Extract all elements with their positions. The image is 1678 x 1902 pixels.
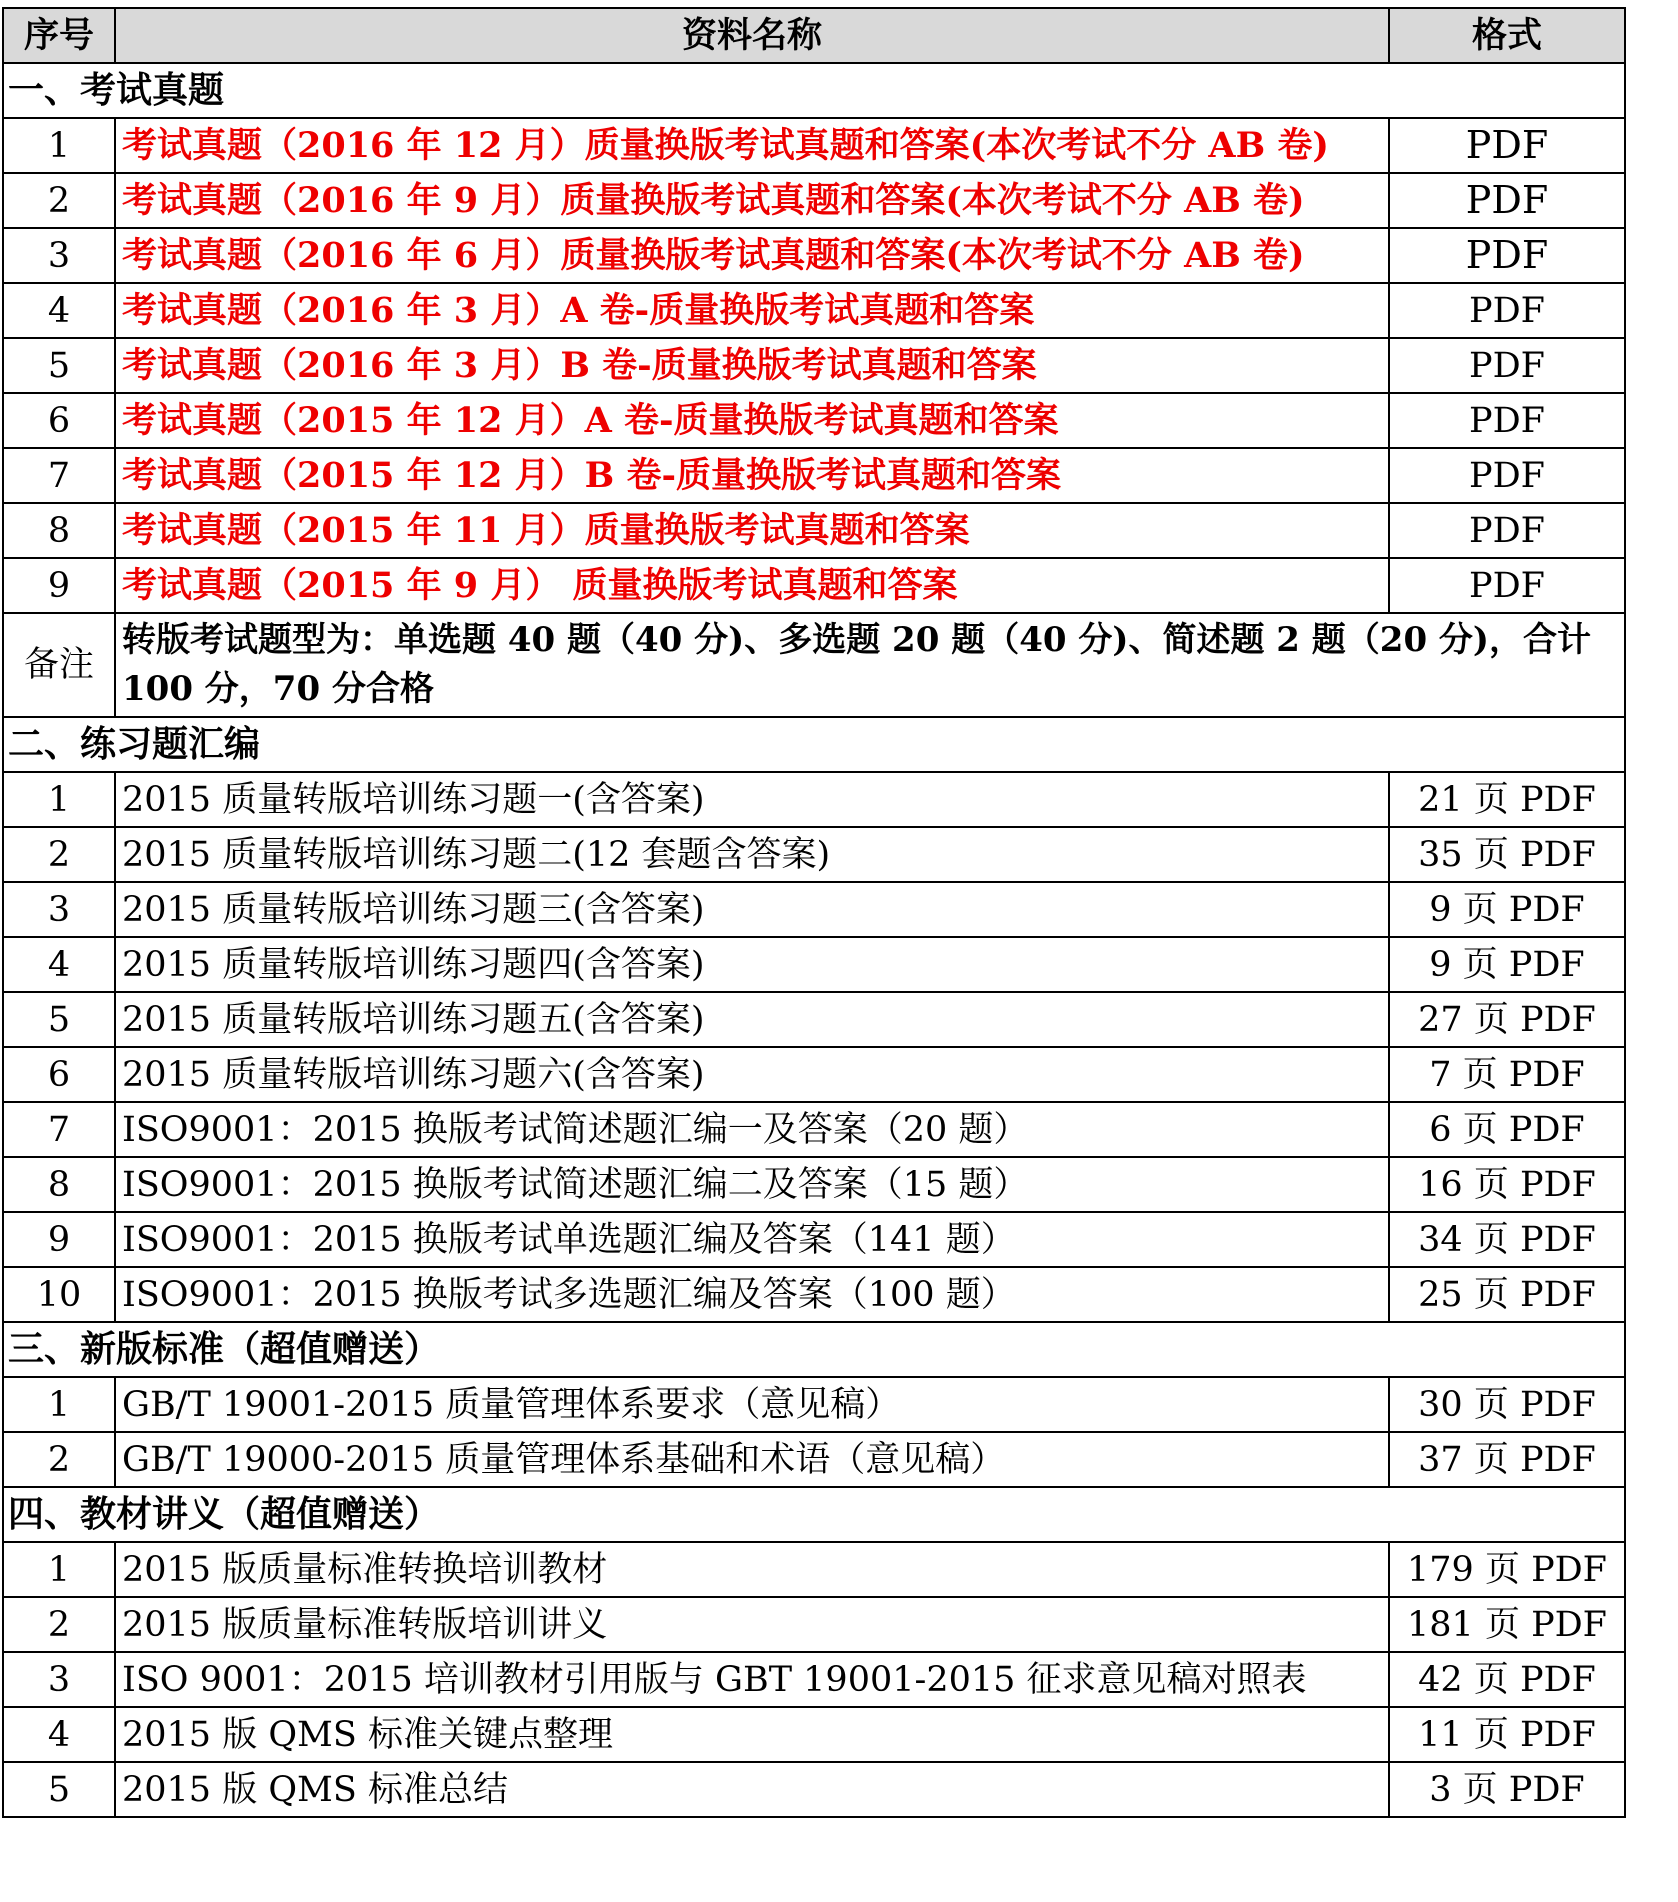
row-format: 3 页 PDF bbox=[1389, 1762, 1625, 1817]
table-row bbox=[3, 1597, 1625, 1652]
row-format: PDF bbox=[1389, 503, 1625, 558]
section-title: 二、练习题汇编 bbox=[3, 717, 1625, 772]
row-name: 考试真题（2015 年 12 月）B 卷-质量换版考试真题和答案 bbox=[115, 448, 1389, 503]
row-number: 5 bbox=[3, 992, 115, 1047]
row-name: 2015 版质量标准转换培训教材 bbox=[115, 1542, 1389, 1597]
row-number: 3 bbox=[3, 228, 115, 283]
section-title: 一、考试真题 bbox=[3, 63, 1625, 118]
row-format: 6 页 PDF bbox=[1389, 1102, 1625, 1157]
row-name: 考试真题（2016 年 9 月）质量换版考试真题和答案(本次考试不分 AB 卷) bbox=[115, 173, 1389, 228]
row-format: 34 页 PDF bbox=[1389, 1212, 1625, 1267]
row-number: 5 bbox=[3, 1762, 115, 1817]
row-format: PDF bbox=[1389, 338, 1625, 393]
table-row bbox=[3, 503, 1625, 558]
row-number: 1 bbox=[3, 1377, 115, 1432]
row-name: 2015 质量转版培训练习题四(含答案) bbox=[115, 937, 1389, 992]
row-number: 10 bbox=[3, 1267, 115, 1322]
section-heading-row bbox=[3, 717, 1625, 772]
row-format: 30 页 PDF bbox=[1389, 1377, 1625, 1432]
table-row bbox=[3, 772, 1625, 827]
row-number: 8 bbox=[3, 503, 115, 558]
note-label: 备注 bbox=[3, 613, 115, 717]
table-row bbox=[3, 937, 1625, 992]
row-name: 考试真题（2016 年 6 月）质量换版考试真题和答案(本次考试不分 AB 卷) bbox=[115, 228, 1389, 283]
row-number: 7 bbox=[3, 448, 115, 503]
section-title: 三、新版标准（超值赠送） bbox=[3, 1322, 1625, 1377]
table-row bbox=[3, 992, 1625, 1047]
row-name: GB/T 19000-2015 质量管理体系基础和术语（意见稿） bbox=[115, 1432, 1389, 1487]
row-format: PDF bbox=[1389, 118, 1625, 173]
table-row bbox=[3, 338, 1625, 393]
row-number: 7 bbox=[3, 1102, 115, 1157]
row-number: 6 bbox=[3, 1047, 115, 1102]
row-format: 179 页 PDF bbox=[1389, 1542, 1625, 1597]
row-name: 考试真题（2016 年 3 月）B 卷-质量换版考试真题和答案 bbox=[115, 338, 1389, 393]
table-row bbox=[3, 1267, 1625, 1322]
row-format: 27 页 PDF bbox=[1389, 992, 1625, 1047]
table-row bbox=[3, 118, 1625, 173]
row-name: 2015 质量转版培训练习题六(含答案) bbox=[115, 1047, 1389, 1102]
table-row bbox=[3, 1157, 1625, 1212]
table-row bbox=[3, 1047, 1625, 1102]
row-name: 考试真题（2015 年 11 月）质量换版考试真题和答案 bbox=[115, 503, 1389, 558]
table-row bbox=[3, 882, 1625, 937]
row-name: 考试真题（2016 年 3 月）A 卷-质量换版考试真题和答案 bbox=[115, 283, 1389, 338]
row-number: 2 bbox=[3, 1597, 115, 1652]
row-format: PDF bbox=[1389, 283, 1625, 338]
row-format: 181 页 PDF bbox=[1389, 1597, 1625, 1652]
row-number: 2 bbox=[3, 173, 115, 228]
row-number: 8 bbox=[3, 1157, 115, 1212]
row-name: ISO9001：2015 换版考试多选题汇编及答案（100 题） bbox=[115, 1267, 1389, 1322]
row-name: GB/T 19001-2015 质量管理体系要求（意见稿） bbox=[115, 1377, 1389, 1432]
row-format: PDF bbox=[1389, 393, 1625, 448]
row-name: 考试真题（2015 年 12 月）A 卷-质量换版考试真题和答案 bbox=[115, 393, 1389, 448]
row-number: 9 bbox=[3, 558, 115, 613]
table-row bbox=[3, 558, 1625, 613]
row-name: 2015 质量转版培训练习题一(含答案) bbox=[115, 772, 1389, 827]
section-heading-row bbox=[3, 1322, 1625, 1377]
row-format: 25 页 PDF bbox=[1389, 1267, 1625, 1322]
row-name: 2015 版 QMS 标准关键点整理 bbox=[115, 1707, 1389, 1762]
row-format: 37 页 PDF bbox=[1389, 1432, 1625, 1487]
table-row bbox=[3, 228, 1625, 283]
row-number: 9 bbox=[3, 1212, 115, 1267]
row-number: 6 bbox=[3, 393, 115, 448]
table-row bbox=[3, 448, 1625, 503]
row-name: 2015 质量转版培训练习题三(含答案) bbox=[115, 882, 1389, 937]
row-number: 1 bbox=[3, 772, 115, 827]
section-title: 四、教材讲义（超值赠送） bbox=[3, 1487, 1625, 1542]
row-name: 2015 质量转版培训练习题二(12 套题含答案) bbox=[115, 827, 1389, 882]
header-format: 格式 bbox=[1389, 8, 1625, 63]
row-format: PDF bbox=[1389, 173, 1625, 228]
row-name: ISO9001：2015 换版考试简述题汇编一及答案（20 题） bbox=[115, 1102, 1389, 1157]
section-heading-row bbox=[3, 63, 1625, 118]
row-format: 9 页 PDF bbox=[1389, 937, 1625, 992]
row-number: 4 bbox=[3, 1707, 115, 1762]
row-number: 3 bbox=[3, 1652, 115, 1707]
row-format: 35 页 PDF bbox=[1389, 827, 1625, 882]
table-row bbox=[3, 1707, 1625, 1762]
row-number: 2 bbox=[3, 1432, 115, 1487]
row-number: 3 bbox=[3, 882, 115, 937]
section-heading-row bbox=[3, 1487, 1625, 1542]
row-format: 7 页 PDF bbox=[1389, 1047, 1625, 1102]
table-row bbox=[3, 1652, 1625, 1707]
row-name: 考试真题（2015 年 9 月） 质量换版考试真题和答案 bbox=[115, 558, 1389, 613]
table-row bbox=[3, 1542, 1625, 1597]
row-name: ISO 9001：2015 培训教材引用版与 GBT 19001-2015 征求意见稿对照表 bbox=[115, 1652, 1389, 1707]
row-number: 4 bbox=[3, 937, 115, 992]
row-name: 2015 质量转版培训练习题五(含答案) bbox=[115, 992, 1389, 1047]
row-format: 21 页 PDF bbox=[1389, 772, 1625, 827]
row-name: 2015 版 QMS 标准总结 bbox=[115, 1762, 1389, 1817]
header-no: 序号 bbox=[3, 8, 115, 63]
table-row bbox=[3, 283, 1625, 338]
row-number: 5 bbox=[3, 338, 115, 393]
row-format: 11 页 PDF bbox=[1389, 1707, 1625, 1762]
row-format: PDF bbox=[1389, 228, 1625, 283]
table-row bbox=[3, 1762, 1625, 1817]
header-row bbox=[3, 8, 1625, 63]
header-name: 资料名称 bbox=[115, 8, 1389, 63]
row-format: PDF bbox=[1389, 558, 1625, 613]
note-text: 转版考试题型为：单选题 40 题（40 分)、多选题 20 题（40 分)、简述题 2 题（20 分)，合计 100 分，70 分合格 bbox=[115, 613, 1625, 717]
note-row bbox=[3, 613, 1625, 717]
row-name: ISO9001：2015 换版考试单选题汇编及答案（141 题） bbox=[115, 1212, 1389, 1267]
table-row bbox=[3, 827, 1625, 882]
row-number: 4 bbox=[3, 283, 115, 338]
table-row bbox=[3, 1432, 1625, 1487]
row-format: 42 页 PDF bbox=[1389, 1652, 1625, 1707]
row-number: 2 bbox=[3, 827, 115, 882]
row-name: 2015 版质量标准转版培训讲义 bbox=[115, 1597, 1389, 1652]
table-row bbox=[3, 1212, 1625, 1267]
row-format: 16 页 PDF bbox=[1389, 1157, 1625, 1212]
table-row bbox=[3, 1102, 1625, 1157]
materials-table bbox=[2, 7, 1626, 1818]
row-format: 9 页 PDF bbox=[1389, 882, 1625, 937]
table-row bbox=[3, 1377, 1625, 1432]
row-name: 考试真题（2016 年 12 月）质量换版考试真题和答案(本次考试不分 AB 卷) bbox=[115, 118, 1389, 173]
table-row bbox=[3, 393, 1625, 448]
table-row bbox=[3, 173, 1625, 228]
row-name: ISO9001：2015 换版考试简述题汇编二及答案（15 题） bbox=[115, 1157, 1389, 1212]
row-number: 1 bbox=[3, 1542, 115, 1597]
row-number: 1 bbox=[3, 118, 115, 173]
row-format: PDF bbox=[1389, 448, 1625, 503]
